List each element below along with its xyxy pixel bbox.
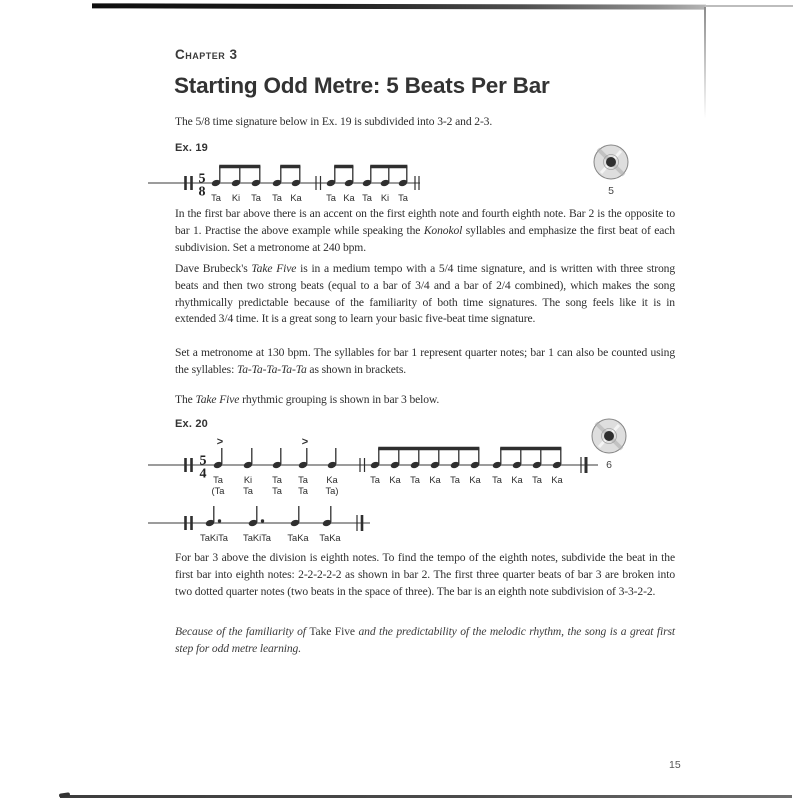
eighth-note-group-3 xyxy=(211,166,261,187)
page-fold-line xyxy=(704,7,706,119)
time-signature-bottom: 4 xyxy=(199,466,207,482)
syllable: Ki xyxy=(231,193,241,203)
accent-icon: > xyxy=(301,436,309,448)
page-number: 15 xyxy=(669,759,681,771)
eighth-note-group-6 xyxy=(370,448,480,469)
paragraph-4: The Take Five rhythmic grouping is shown in bar 3 below. xyxy=(175,393,440,406)
dotted-quarter-note xyxy=(248,506,264,527)
augmentation-dot xyxy=(218,519,221,522)
quarter-note xyxy=(322,506,332,527)
syllable: TaKa xyxy=(287,533,309,543)
chapter-label: Chapter 3 xyxy=(175,47,238,62)
scan-edge-top-faint xyxy=(705,5,793,7)
syllable: Ta xyxy=(211,193,221,203)
intro-paragraph: The 5/8 time signature below in Ex. 19 is subdivided into 3-2 and 2-3. xyxy=(175,115,493,128)
syllable: TaKa xyxy=(319,533,341,543)
paragraph-1: In the first bar above there is an accent on the first eighth note and fourth eighth note. Bar 2 is the opposite to bar 1. Practise the above example while speaking the Konokol syllables and emphasize the first beat of each subdivision. Set a metronome at 240 bpm. xyxy=(175,207,675,254)
paragraph-5: For bar 3 above the division is eighth notes. To find the tempo of the eighth notes, subdivide the beat in the first bar into eighth notes: 2-2-2-2-2 as shown in bar 2. The first three quarter beats of bar 3 are broken into two dotted quarter notes (two beats in the space of three). The bar is an eighth note subdivision of 3-3-2-2. xyxy=(175,551,675,598)
eighth-note-group-2 xyxy=(326,166,354,187)
ex19-notation xyxy=(148,156,438,206)
syllable: Ka xyxy=(290,193,302,203)
syllable-bracket: Ta xyxy=(298,486,308,496)
eighth-note-group-3 xyxy=(362,166,408,187)
closing-note: Because of the familiarity of Take Five and the predictability of the melodic rhythm, the song is a great first step for odd metre learning. xyxy=(175,625,676,655)
time-signature-bottom: 8 xyxy=(198,184,206,200)
syllable: Ta xyxy=(398,193,408,203)
syllable: TaKiTa xyxy=(243,533,271,543)
cd-hole xyxy=(604,431,614,441)
syllable: Ta xyxy=(298,475,308,485)
syllable: Ta xyxy=(410,475,420,485)
syllable-row xyxy=(200,533,341,543)
eighth-note-group-2 xyxy=(272,166,301,187)
cd-icon xyxy=(588,142,634,200)
syllable-bracket: Ta) xyxy=(325,486,339,496)
syllable-bracket: Ta xyxy=(243,486,253,496)
syllable: Ta xyxy=(326,193,336,203)
syllable: Ka xyxy=(343,193,355,203)
time-signature-top: 5 xyxy=(198,171,206,187)
paragraph-3: Set a metronome at 130 bpm. The syllables for bar 1 represent quarter notes; bar 1 can also be counted using the syllables: Ta-Ta-Ta-Ta-Ta as shown in brackets. xyxy=(175,346,675,376)
syllable-bracket: (Ta xyxy=(211,486,225,496)
syllable: Ka xyxy=(511,475,523,485)
syllable-row xyxy=(211,193,409,203)
syllable: Ta xyxy=(272,475,282,485)
syllable: Ta xyxy=(213,475,223,485)
time-signature-top: 5 xyxy=(199,453,207,469)
time-signature xyxy=(200,454,207,482)
syllable: Ka xyxy=(551,475,563,485)
syllable-row xyxy=(212,475,564,496)
syllable: Ki xyxy=(243,475,253,485)
syllable: Ki xyxy=(380,193,390,203)
augmentation-dot xyxy=(261,519,264,522)
quarter-note xyxy=(290,506,300,527)
syllable: Ka xyxy=(429,475,441,485)
syllable: Ta xyxy=(532,475,542,485)
syllable-bracket: Ta xyxy=(272,486,282,496)
eighth-note-group-4 xyxy=(492,448,562,469)
ex20-bar3-notation xyxy=(148,501,378,549)
accent-icon: > xyxy=(216,436,224,448)
syllable: Ka xyxy=(389,475,401,485)
syllable: Ta xyxy=(362,193,372,203)
cd-track-number: 5 xyxy=(608,185,614,197)
cd-hole xyxy=(606,157,616,167)
ex20-notation xyxy=(148,434,613,498)
syllable: Ka xyxy=(326,475,338,485)
paragraph-2: Dave Brubeck's Take Five is in a medium tempo with a 5/4 time signature, and is written with three strong beats and then two strong beats (equal to a bar of 3/4 and a bar of 2/4 combined), which makes the song rhythmically predictable because of the familiarity of both time signatures. The song feels like it is in extended 3/4 time. It is a great song to learn your basic five-beat time signature. xyxy=(175,262,675,326)
scan-edge-bottom xyxy=(60,795,792,798)
syllable: Ta xyxy=(251,193,261,203)
syllable: Ta xyxy=(450,475,460,485)
cd-track-number: 6 xyxy=(606,459,612,471)
dotted-quarter-note xyxy=(205,506,221,527)
time-signature xyxy=(199,172,206,200)
cd-icon xyxy=(586,416,632,474)
page-title: Starting Odd Metre: 5 Beats Per Bar xyxy=(174,73,550,98)
syllable: Ta xyxy=(370,475,380,485)
ex19-label: Ex. 19 xyxy=(175,142,209,154)
scan-edge-top xyxy=(92,3,706,9)
syllable: Ta xyxy=(272,193,282,203)
ex20-label: Ex. 20 xyxy=(175,418,209,430)
syllable: Ta xyxy=(492,475,502,485)
syllable: TaKiTa xyxy=(200,533,228,543)
syllable: Ka xyxy=(469,475,481,485)
quarter-note-group xyxy=(213,448,337,469)
